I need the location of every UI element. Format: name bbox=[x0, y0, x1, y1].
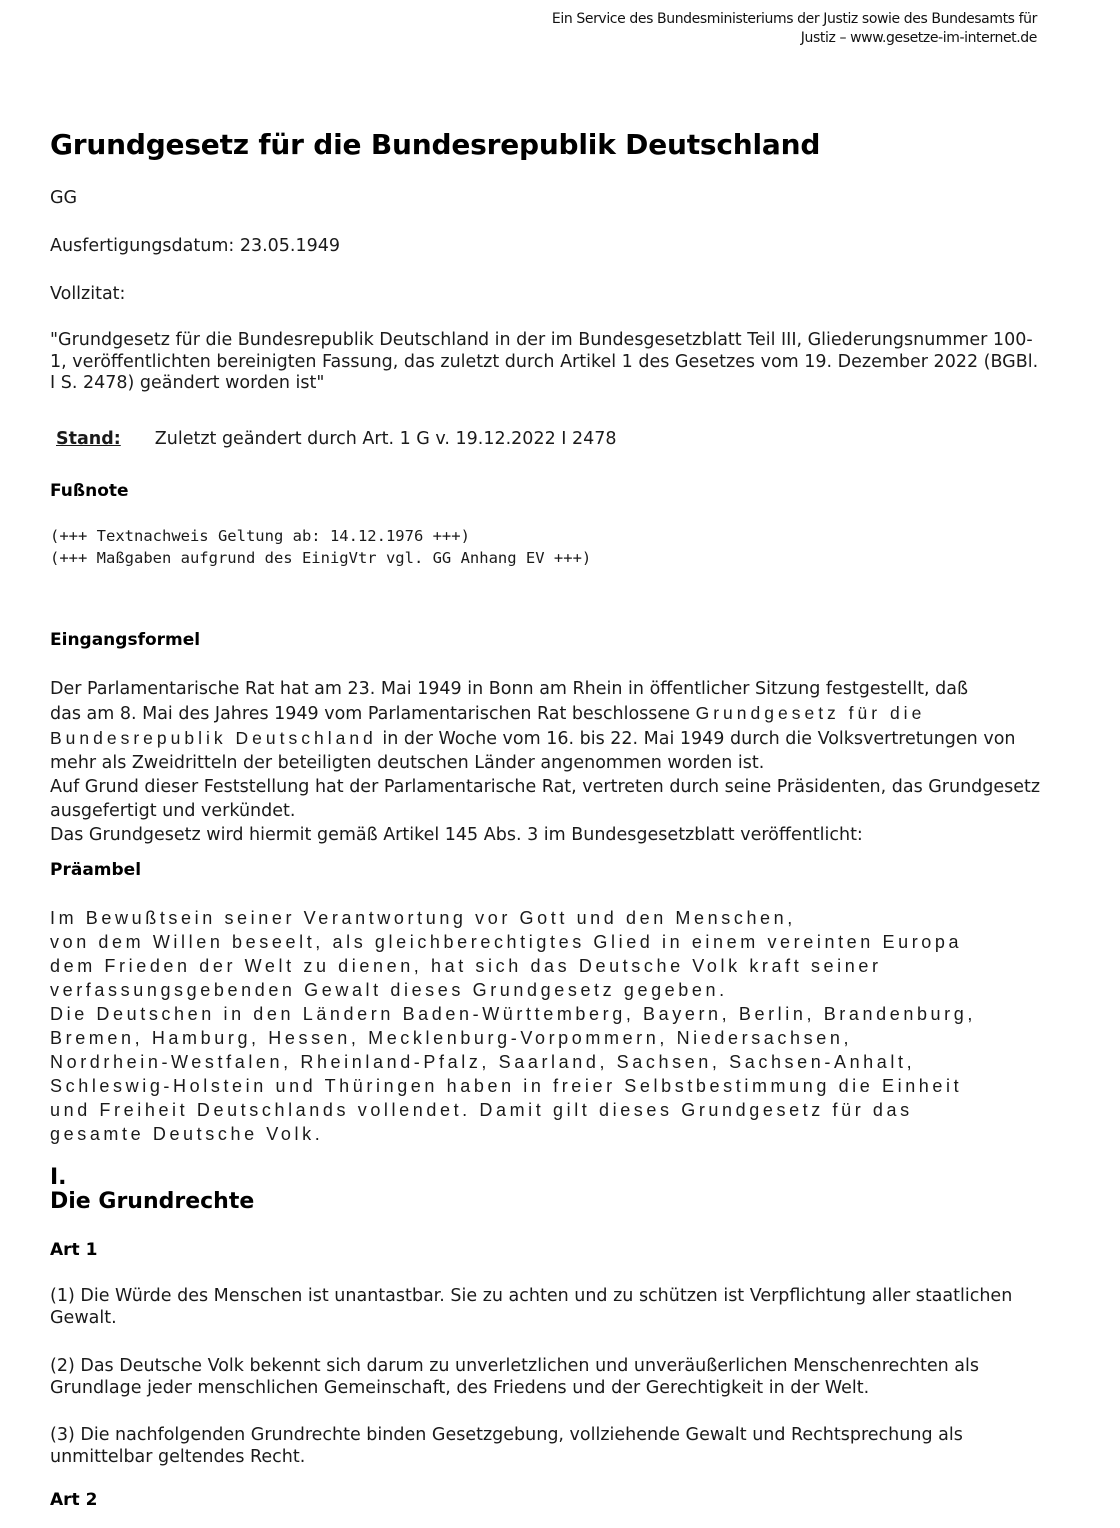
fussnote-line: (+++ Textnachweis Geltung ab: 14.12.1976 +++) bbox=[50, 527, 470, 545]
art2-heading: Art 2 bbox=[50, 1490, 98, 1510]
praeambel-heading: Präambel bbox=[50, 860, 142, 880]
paragraph-line: (3) Die nachfolgenden Grundrechte binden Gesetzgebung, vollziehende Gewalt und Rechtsprechung als bbox=[50, 1425, 963, 1445]
eingangsformel-line: ausgefertigt und verkündet. bbox=[50, 801, 296, 821]
vollzitat-line: 1, veröffentlichten bereinigten Fassung, das zuletzt durch Artikel 1 des Gesetzes vom 19. Dezember 2022 (BGBl. bbox=[50, 351, 1039, 372]
stand-text: Zuletzt geändert durch Art. 1 G v. 19.12.2022 I 2478 bbox=[154, 429, 617, 449]
vollzitat-text bbox=[50, 330, 1038, 395]
service-notice bbox=[477, 10, 1037, 48]
praeambel-line: gesamte Deutsche Volk. bbox=[50, 1124, 324, 1144]
eingangsformel-fragment: das am 8. Mai des Jahres 1949 vom Parlamentarischen Rat beschlossene bbox=[50, 704, 696, 724]
art1-para-1 bbox=[50, 1285, 1012, 1329]
vollzitat-line: I S. 2478) geändert worden ist" bbox=[50, 373, 325, 393]
art1-para-3 bbox=[50, 1424, 963, 1468]
vollzitat-label: Vollzitat: bbox=[50, 284, 126, 304]
service-line-2: Justiz – www.gesetze-im-internet.de bbox=[800, 30, 1037, 46]
praeambel-line: verfassungsgebenden Gewalt dieses Grundgesetz gegeben. bbox=[50, 980, 728, 1000]
eingangsformel-line: mehr als Zweidritteln der beteiligten deutschen Länder angenommen worden ist. bbox=[50, 753, 765, 773]
section-number: I. bbox=[50, 1165, 67, 1190]
stand-label: Stand: bbox=[56, 429, 121, 449]
spaced-title: Grundgesetz für die bbox=[695, 703, 926, 723]
art1-para-2 bbox=[50, 1355, 979, 1399]
vollzitat-line: "Grundgesetz für die Bundesrepublik Deutschland in der im Bundesgesetzblatt Teil III, Gliederungsnummer 100- bbox=[50, 330, 1033, 350]
praeambel-line: Schleswig-Holstein und Thüringen haben in freier Selbstbestimmung die Einheit bbox=[50, 1076, 963, 1096]
fussnote-line: (+++ Maßgaben aufgrund des EinigVtr vgl. GG Anhang EV +++) bbox=[50, 549, 592, 567]
eingangsformel-line: Das Grundgesetz wird hiermit gemäß Artikel 145 Abs. 3 im Bundesgesetzblatt veröffentlicht: bbox=[50, 825, 863, 845]
praeambel-line: Im Bewußtsein seiner Verantwortung vor Gott und den Menschen, bbox=[50, 908, 796, 928]
eingangsformel-line bbox=[50, 726, 1040, 751]
eingangsformel-line bbox=[50, 701, 1040, 726]
paragraph-line: (2) Das Deutsche Volk bekennt sich darum zu unverletzlichen und unveräußerlichen Menschenrechten als bbox=[50, 1356, 980, 1376]
praeambel-line: Bremen, Hamburg, Hessen, Mecklenburg-Vorpommern, Niedersachsen, bbox=[50, 1028, 853, 1048]
praeambel-line: von dem Willen beseelt, als gleichberechtigtes Glied in einem vereinten Europa bbox=[50, 932, 963, 952]
praeambel-line: und Freiheit Deutschlands vollendet. Damit gilt dieses Grundgesetz für das bbox=[50, 1100, 913, 1120]
praeambel-line: Die Deutschen in den Ländern Baden-Württemberg, Bayern, Berlin, Brandenburg, bbox=[50, 1004, 976, 1024]
paragraph-line: Grundlage jeder menschlichen Gemeinschaft, des Friedens und der Gerechtigkeit in der Welt. bbox=[50, 1378, 870, 1398]
eingangsformel-fragment: in der Woche vom 16. bis 22. Mai 1949 durch die Volksvertretungen von bbox=[376, 729, 1016, 749]
spaced-title: Bundesrepublik Deutschland bbox=[50, 728, 377, 748]
eingangsformel-line: Auf Grund dieser Feststellung hat der Parlamentarische Rat, vertreten durch seine Präsidenten, das Grundgesetz bbox=[50, 777, 1041, 797]
abbreviation: GG bbox=[50, 188, 78, 208]
fussnote-text bbox=[50, 525, 591, 569]
paragraph-line: Gewalt. bbox=[50, 1308, 117, 1328]
praeambel-text bbox=[50, 906, 976, 1146]
ausfertigungsdatum: Ausfertigungsdatum: 23.05.1949 bbox=[50, 236, 341, 256]
stand-row bbox=[50, 429, 617, 450]
fussnote-heading: Fußnote bbox=[50, 481, 129, 501]
section-title: Die Grundrechte bbox=[50, 1189, 255, 1214]
art1-heading: Art 1 bbox=[50, 1240, 98, 1260]
eingangsformel-heading: Eingangsformel bbox=[50, 630, 201, 650]
paragraph-line: unmittelbar geltendes Recht. bbox=[50, 1447, 306, 1467]
paragraph-line: (1) Die Würde des Menschen ist unantastbar. Sie zu achten und zu schützen ist Verpflichtung aller staatlichen bbox=[50, 1286, 1013, 1306]
eingangsformel-text bbox=[50, 677, 1040, 847]
document-title: Grundgesetz für die Bundesrepublik Deutschland bbox=[50, 128, 821, 161]
service-line-1: Ein Service des Bundesministeriums der Justiz sowie des Bundesamts für bbox=[551, 11, 1037, 27]
eingangsformel-line: Der Parlamentarische Rat hat am 23. Mai 1949 in Bonn am Rhein in öffentlicher Sitzung festgestellt, daß bbox=[50, 679, 968, 699]
praeambel-line: dem Frieden der Welt zu dienen, hat sich das Deutsche Volk kraft seiner bbox=[50, 956, 882, 976]
praeambel-line: Nordrhein-Westfalen, Rheinland-Pfalz, Saarland, Sachsen, Sachsen-Anhalt, bbox=[50, 1052, 916, 1072]
